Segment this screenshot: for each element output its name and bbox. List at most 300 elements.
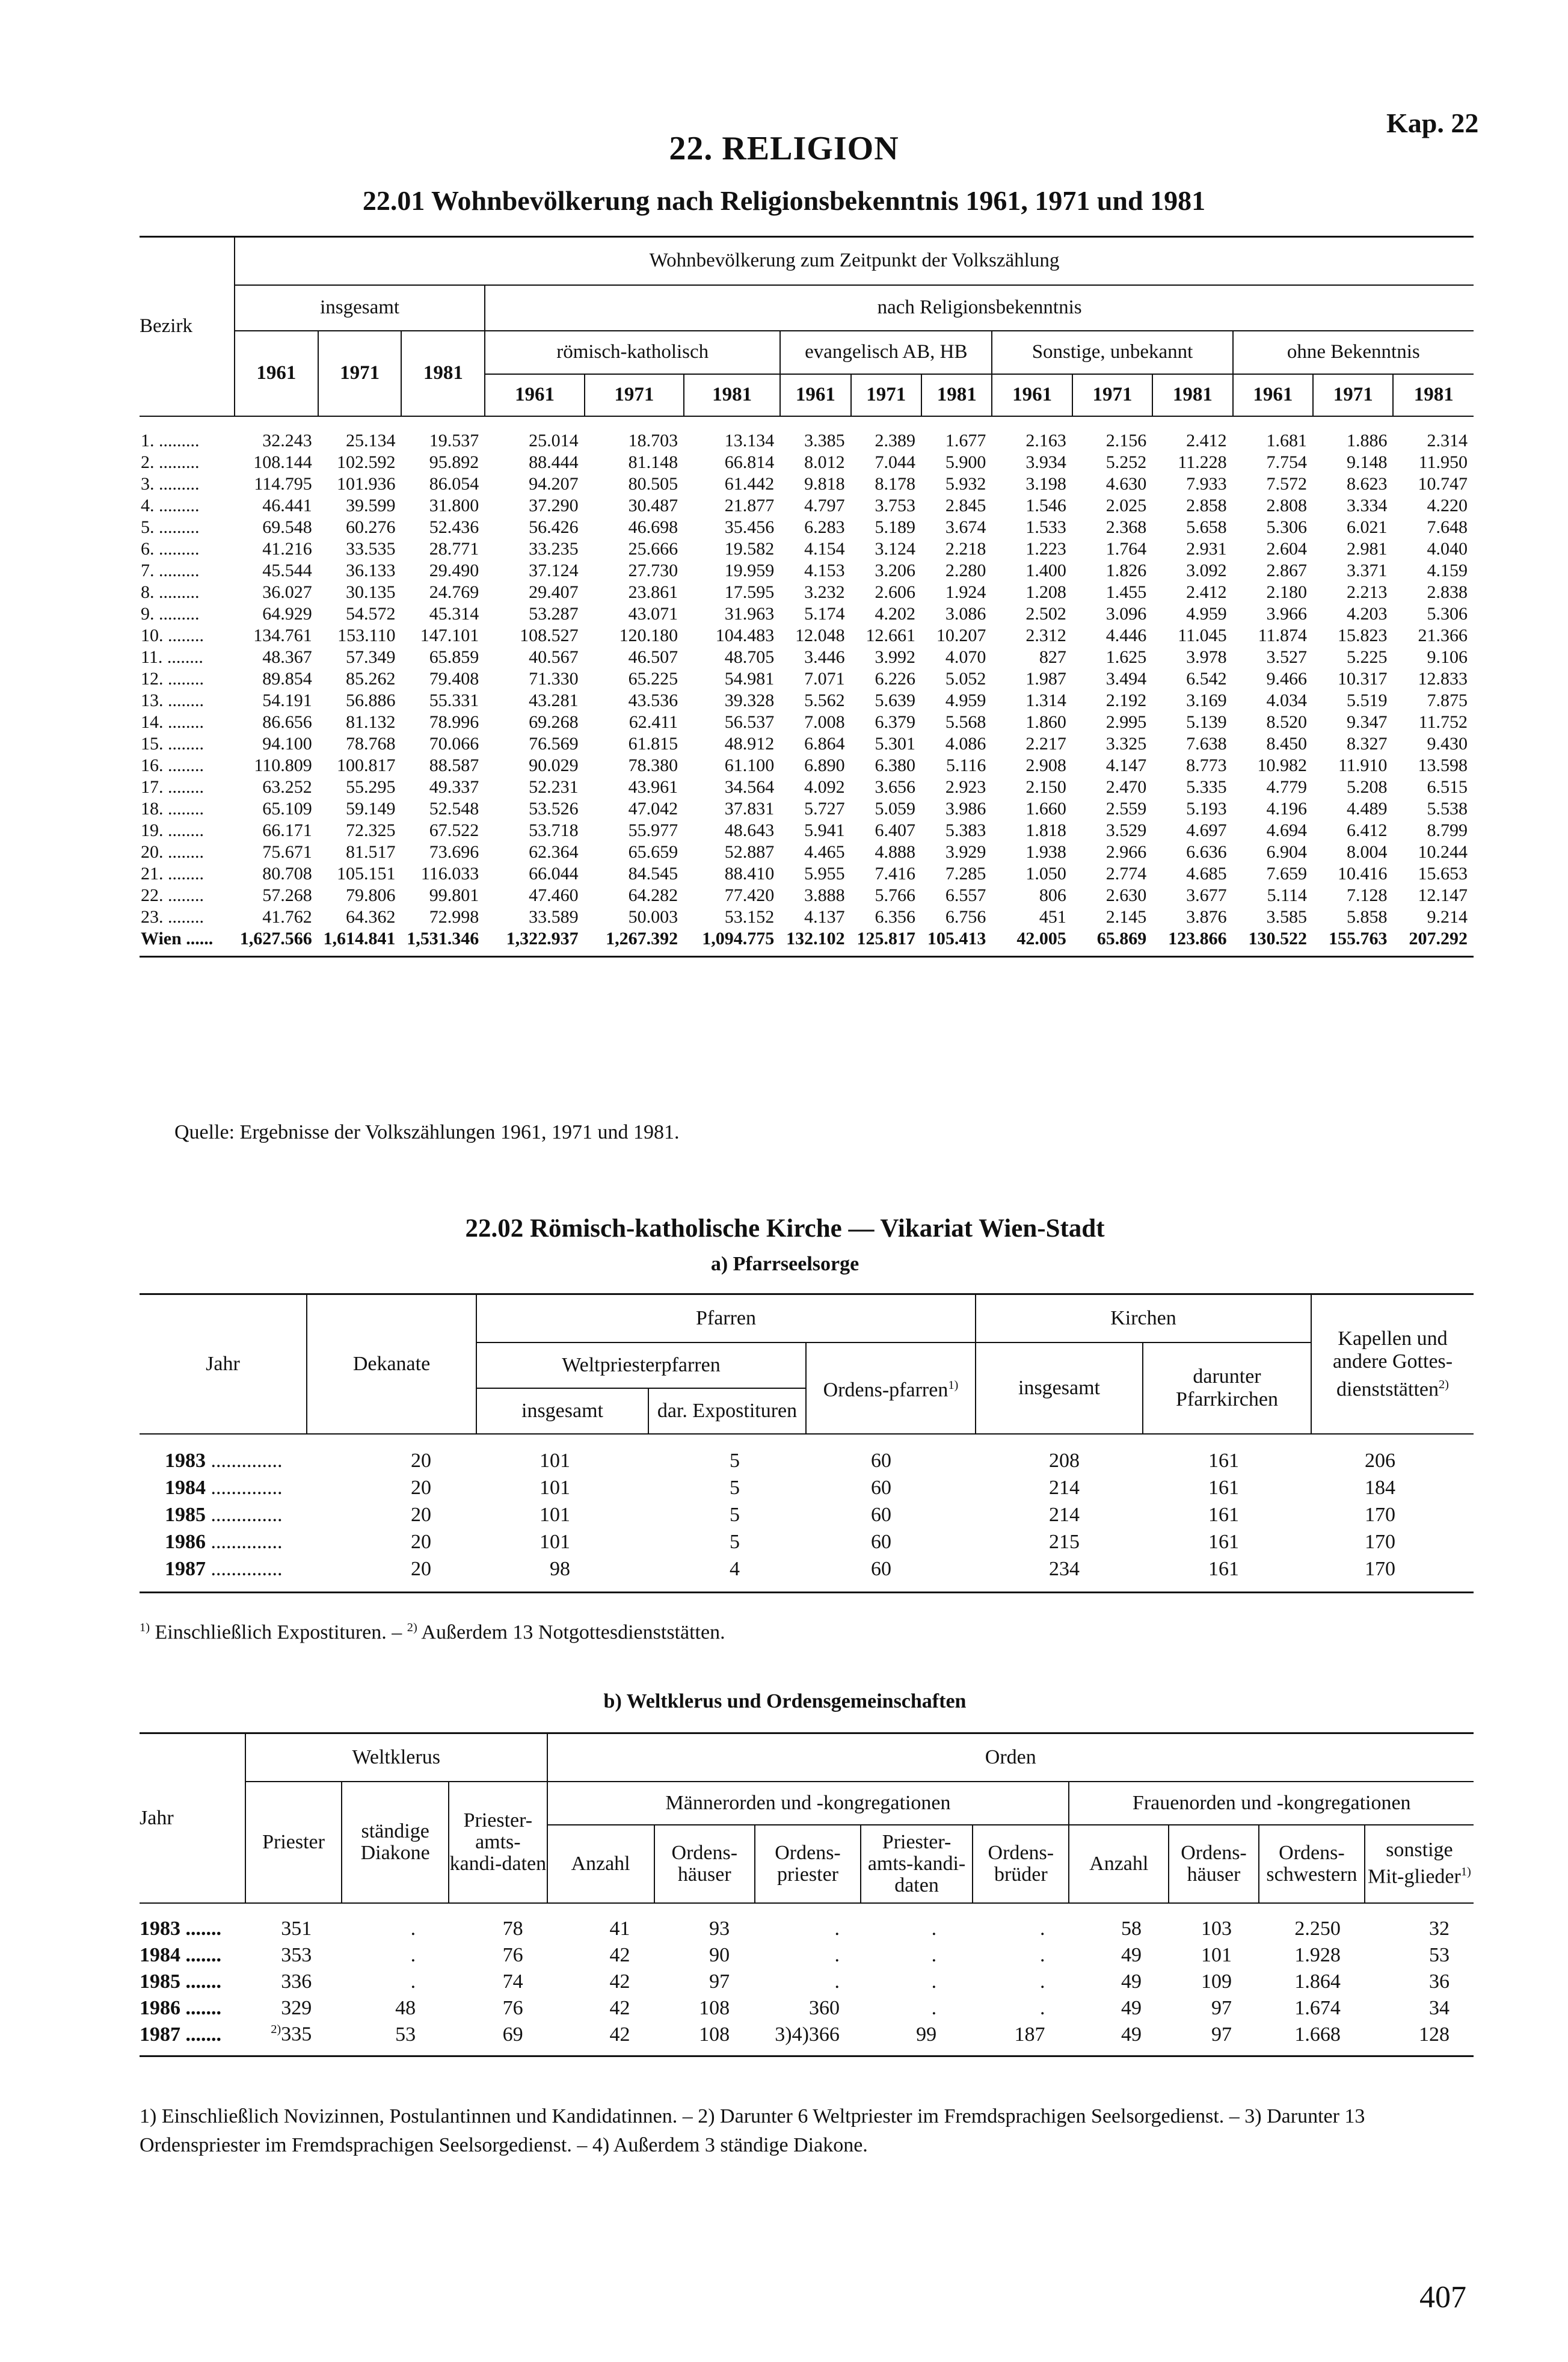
cell-value: 12.147 bbox=[1418, 885, 1468, 905]
row-label: 2. ......... bbox=[141, 452, 200, 472]
cell-value: . bbox=[931, 1996, 937, 2019]
cell-value: 6.904 bbox=[1266, 841, 1308, 862]
cell-value: 47.042 bbox=[628, 798, 678, 819]
col-m-anzahl: Anzahl bbox=[547, 1825, 654, 1903]
subsection-b-title: b) Weltklerus und Ordensgemeinschaften bbox=[603, 1690, 967, 1712]
cell-value: 5.568 bbox=[945, 712, 986, 732]
cell-value: 99 bbox=[861, 2022, 973, 2056]
cell-value: 81.148 bbox=[628, 452, 678, 472]
cell-value: 75.671 bbox=[262, 841, 312, 862]
row-label: 1986 .............. bbox=[165, 1531, 283, 1553]
row-label: 1983 .............. bbox=[165, 1450, 283, 1472]
cell-value: 53.526 bbox=[529, 798, 579, 819]
cell-value: 48.367 bbox=[262, 647, 312, 667]
cell-value: 2.774 bbox=[1105, 863, 1147, 884]
cell-value: 11.950 bbox=[1418, 452, 1468, 472]
cell-value: 4.888 bbox=[875, 841, 915, 862]
cell-value: 5.116 bbox=[946, 755, 986, 775]
table-row bbox=[140, 841, 1474, 863]
cell-value: 4.779 bbox=[1266, 777, 1308, 797]
cell-value: 74 bbox=[502, 1970, 523, 1993]
cell-value: 2.981 bbox=[1346, 538, 1388, 559]
cell-value: . bbox=[931, 1970, 937, 1993]
cell-value: 4 bbox=[648, 1556, 806, 1593]
cell-value: 2.217 bbox=[1025, 733, 1066, 754]
col-group-frauenorden: Frauenorden und -kongregationen bbox=[1069, 1782, 1474, 1825]
cell-value: 33.589 bbox=[529, 906, 579, 927]
cell-value: 69 bbox=[449, 2022, 547, 2056]
cell-value: 29.407 bbox=[529, 582, 579, 602]
cell-value: 7.008 bbox=[804, 712, 845, 732]
cell-value: 52.436 bbox=[429, 517, 479, 537]
chapter-label: Kap. 22 bbox=[1386, 108, 1479, 138]
cell-value: 52.231 bbox=[529, 777, 579, 797]
cell-value: 10.747 bbox=[1418, 473, 1468, 494]
cell-value: 3.978 bbox=[1186, 647, 1227, 667]
cell-value: 1,627.566 bbox=[235, 928, 318, 957]
table-row bbox=[140, 1995, 1474, 2022]
cell-value: 161 bbox=[1143, 1556, 1311, 1593]
cell-value: 10.416 bbox=[1337, 863, 1388, 884]
cell-value: 105.413 bbox=[921, 928, 992, 957]
cell-value: . bbox=[1039, 1970, 1045, 1993]
cell-value: 1.938 bbox=[1025, 841, 1066, 862]
cell-value: 5.208 bbox=[1346, 777, 1388, 797]
table-row bbox=[140, 1556, 1474, 1593]
table-row bbox=[140, 885, 1474, 906]
cell-value: 20 bbox=[411, 1504, 431, 1526]
cell-value: 5 bbox=[730, 1504, 740, 1526]
cell-value: 57.349 bbox=[345, 647, 396, 667]
cell-value: 56.886 bbox=[345, 690, 396, 710]
cell-value: 65.659 bbox=[628, 841, 678, 862]
cell-value: 2.604 bbox=[1266, 538, 1308, 559]
cell-value: 3.086 bbox=[945, 603, 986, 624]
cell-value: 40.567 bbox=[529, 647, 579, 667]
cell-value: 3.674 bbox=[945, 517, 986, 537]
cell-value: 2.368 bbox=[1105, 517, 1147, 537]
cell-value: 49 bbox=[1121, 1943, 1142, 1966]
row-label: 6. ......... bbox=[141, 538, 200, 559]
cell-value: 3.986 bbox=[945, 798, 986, 819]
cell-value: 34.564 bbox=[724, 777, 775, 797]
table-row bbox=[140, 625, 1474, 647]
cell-value: 72.325 bbox=[345, 820, 396, 840]
cell-value: 134.761 bbox=[253, 625, 312, 645]
col-group-religion: nach Religionsbekenntnis bbox=[485, 285, 1474, 331]
cell-value: 336 bbox=[281, 1970, 312, 1993]
cell-value: 61.815 bbox=[628, 733, 678, 754]
cell-value: 76 bbox=[502, 1996, 523, 2019]
col-group-kirchen: Kirchen bbox=[976, 1294, 1311, 1342]
cell-value: 1.826 bbox=[1105, 560, 1147, 580]
cell-value: 3.929 bbox=[945, 841, 986, 862]
cell-value: 41 bbox=[609, 1917, 630, 1940]
cell-value: 1.314 bbox=[1025, 690, 1066, 710]
cell-value: 8.773 bbox=[1186, 755, 1227, 775]
cell-value: 2.908 bbox=[1025, 755, 1066, 775]
cell-value: 7.754 bbox=[1266, 452, 1308, 472]
cell-value: 21.366 bbox=[1418, 625, 1468, 645]
table-row bbox=[140, 473, 1474, 495]
cell-value: 35.456 bbox=[724, 517, 775, 537]
cell-value: 72.998 bbox=[429, 906, 479, 927]
table-row bbox=[140, 452, 1474, 473]
cell-value: 114.795 bbox=[254, 473, 312, 494]
cell-value: 90 bbox=[709, 1943, 730, 1966]
cell-value: 1.764 bbox=[1105, 538, 1147, 559]
cell-value: 55.295 bbox=[345, 777, 396, 797]
cell-value: 2.502 bbox=[1025, 603, 1066, 624]
cell-value: 9.347 bbox=[1346, 712, 1388, 732]
col-group-pfarren: Pfarren bbox=[476, 1294, 976, 1342]
cell-value: 353 bbox=[281, 1943, 312, 1966]
row-label: 1985 .............. bbox=[165, 1504, 283, 1526]
cell-value: . bbox=[834, 1917, 840, 1940]
col-m-kandidaten: Priester-amts-kandi-daten bbox=[861, 1825, 973, 1903]
cell-value: 94.100 bbox=[262, 733, 312, 754]
cell-value: . bbox=[410, 1970, 416, 1993]
cell-value: 50.003 bbox=[628, 906, 678, 927]
subsection-a-title: a) Pfarrseelsorge bbox=[710, 1253, 859, 1275]
table-row bbox=[140, 820, 1474, 841]
table-row bbox=[140, 1502, 1474, 1529]
cell-value: 5.052 bbox=[945, 668, 986, 689]
cell-value: 5 bbox=[730, 1450, 740, 1472]
cell-value: 123.866 bbox=[1152, 928, 1232, 957]
row-label: 1984 .............. bbox=[165, 1477, 283, 1499]
cell-value: . bbox=[834, 1943, 840, 1966]
cell-value: 2.995 bbox=[1105, 712, 1147, 732]
cell-value: 49.337 bbox=[429, 777, 479, 797]
cell-value: . bbox=[1039, 1943, 1045, 1966]
cell-value: 214 bbox=[1049, 1504, 1080, 1526]
cell-value: 10.982 bbox=[1257, 755, 1308, 775]
cell-value: 42.005 bbox=[992, 928, 1072, 957]
cell-value: 65.109 bbox=[262, 798, 312, 819]
row-label: 22. ........ bbox=[141, 885, 204, 905]
col-rk-1981: 1981 bbox=[684, 374, 780, 416]
cell-value: 208 bbox=[1049, 1450, 1080, 1472]
cell-value: 62.411 bbox=[629, 712, 678, 732]
cell-value: 17.595 bbox=[724, 582, 775, 602]
cell-value: 1.864 bbox=[1294, 1970, 1341, 1993]
cell-value: 3.527 bbox=[1266, 647, 1308, 667]
cell-value: 5.335 bbox=[1186, 777, 1227, 797]
row-label: 5. ......... bbox=[141, 517, 200, 537]
cell-value: 11.752 bbox=[1418, 712, 1468, 732]
table-22-02-b bbox=[140, 1732, 1474, 2057]
cell-value: 21.877 bbox=[724, 495, 775, 515]
table-22-01 bbox=[140, 236, 1474, 958]
cell-value: 42 bbox=[609, 1970, 630, 1993]
cell-value: 78.996 bbox=[429, 712, 479, 732]
cell-value: 5.562 bbox=[804, 690, 845, 710]
cell-value: 89.854 bbox=[262, 668, 312, 689]
cell-value: 4.697 bbox=[1186, 820, 1227, 840]
cell-value: 1.533 bbox=[1025, 517, 1066, 537]
cell-value: 8.799 bbox=[1427, 820, 1468, 840]
cell-value: 78 bbox=[502, 1917, 523, 1940]
cell-value: 2.280 bbox=[945, 560, 986, 580]
col-kirchen-insgesamt: insgesamt bbox=[976, 1342, 1143, 1434]
table-row bbox=[140, 582, 1474, 603]
cell-value: 34 bbox=[1429, 1996, 1450, 2019]
cell-value: 8.623 bbox=[1346, 473, 1388, 494]
cell-value: 30.487 bbox=[628, 495, 678, 515]
cell-value: 20 bbox=[411, 1531, 431, 1553]
cell-value: 84.545 bbox=[628, 863, 678, 884]
cell-value: 53.287 bbox=[529, 603, 579, 624]
col-f-anzahl: Anzahl bbox=[1069, 1825, 1169, 1903]
cell-value: 170 bbox=[1365, 1531, 1395, 1553]
cell-value: 3.124 bbox=[875, 538, 915, 559]
col-ev-1971: 1971 bbox=[851, 374, 921, 416]
cell-value: 1.208 bbox=[1025, 582, 1066, 602]
cell-value: 451 bbox=[1039, 906, 1066, 927]
cell-value: 10.244 bbox=[1418, 841, 1468, 862]
cell-value: 97 bbox=[1169, 2022, 1259, 2056]
col-m-ordensbrueder: Ordens-brüder bbox=[973, 1825, 1069, 1903]
cell-value: 101 bbox=[540, 1477, 570, 1499]
col-weltpriester-insgesamt: insgesamt bbox=[476, 1388, 648, 1434]
cell-value: 101 bbox=[540, 1531, 570, 1553]
cell-value: 3.656 bbox=[875, 777, 915, 797]
cell-value: 125.817 bbox=[851, 928, 921, 957]
cell-value: 2.218 bbox=[945, 538, 986, 559]
cell-value: 2.412 bbox=[1186, 582, 1227, 602]
cell-value: 45.314 bbox=[429, 603, 479, 624]
row-label: 16. ........ bbox=[141, 755, 204, 775]
cell-value: 80.505 bbox=[628, 473, 678, 494]
cell-value: 1.928 bbox=[1294, 1943, 1341, 1966]
cell-value: 827 bbox=[1039, 647, 1066, 667]
cell-value: 128 bbox=[1365, 2022, 1474, 2056]
cell-value: 49 bbox=[1069, 2022, 1169, 2056]
cell-value: 234 bbox=[976, 1556, 1143, 1593]
table-row bbox=[140, 928, 1474, 957]
cell-value: 4.694 bbox=[1266, 820, 1308, 840]
cell-value: 2.630 bbox=[1105, 885, 1147, 905]
cell-value: 98 bbox=[476, 1556, 648, 1593]
cell-value: 4.630 bbox=[1105, 473, 1147, 494]
col-expostituren: dar. Expostituren bbox=[648, 1388, 806, 1434]
row-label: 7. ......... bbox=[141, 560, 200, 580]
cell-value: 5.727 bbox=[804, 798, 845, 819]
cell-value: 10.317 bbox=[1337, 668, 1388, 689]
cell-value: 4.959 bbox=[945, 690, 986, 710]
row-label: 10. ........ bbox=[141, 625, 204, 645]
cell-value: 3.934 bbox=[1025, 452, 1066, 472]
table-22-02-a bbox=[140, 1293, 1474, 1593]
cell-value: 56.537 bbox=[724, 712, 775, 732]
cell-value: . bbox=[410, 1943, 416, 1966]
cell-value: 104.483 bbox=[715, 625, 775, 645]
cell-value: 103 bbox=[1201, 1917, 1232, 1940]
cell-value: 1.886 bbox=[1346, 430, 1388, 451]
col-oh-1981: 1981 bbox=[1393, 374, 1474, 416]
cell-value: 60 bbox=[871, 1450, 891, 1472]
cell-value: 5.252 bbox=[1105, 452, 1147, 472]
cell-value: 73.696 bbox=[429, 841, 479, 862]
cell-value: $^{2)}$335 bbox=[245, 2022, 342, 2056]
cell-value: 5.658 bbox=[1186, 517, 1227, 537]
col-group-maennerorden: Männerorden und -kongregationen bbox=[547, 1782, 1069, 1825]
source-note: Quelle: Ergebnisse der Volkszählungen 1961, 1971 und 1981. bbox=[174, 1121, 680, 1143]
cell-value: 2.606 bbox=[875, 582, 915, 602]
cell-value: 31.963 bbox=[724, 603, 775, 624]
table-row bbox=[140, 777, 1474, 798]
cell-value: 63.252 bbox=[262, 777, 312, 797]
cell-value: 7.659 bbox=[1266, 863, 1308, 884]
cell-value: 9.214 bbox=[1427, 906, 1468, 927]
cell-value: 54.191 bbox=[262, 690, 312, 710]
cell-value: 2.838 bbox=[1427, 582, 1468, 602]
cell-value: 4.086 bbox=[945, 733, 986, 754]
cell-value: 7.572 bbox=[1266, 473, 1308, 494]
cell-value: 61.442 bbox=[724, 473, 775, 494]
table-row bbox=[140, 755, 1474, 777]
cell-value: 5.955 bbox=[804, 863, 845, 884]
cell-value: 42 bbox=[609, 1943, 630, 1966]
cell-value: 80.708 bbox=[262, 863, 312, 884]
cell-value: 90.029 bbox=[529, 755, 579, 775]
cell-value: 46.507 bbox=[628, 647, 678, 667]
cell-value: 5.519 bbox=[1346, 690, 1388, 710]
cell-value: 46.698 bbox=[628, 517, 678, 537]
col-ev-1981: 1981 bbox=[921, 374, 992, 416]
cell-value: 2.867 bbox=[1266, 560, 1308, 580]
cell-value: 64.929 bbox=[262, 603, 312, 624]
col-group-ohne: ohne Bekenntnis bbox=[1233, 331, 1474, 374]
row-label: 1986 ....... bbox=[140, 1996, 221, 2019]
row-label: 17. ........ bbox=[141, 777, 204, 797]
cell-value: 108.527 bbox=[520, 625, 579, 645]
cell-value: 109 bbox=[1201, 1970, 1232, 1993]
cell-value: 360 bbox=[808, 1996, 840, 2019]
cell-value: 37.831 bbox=[724, 798, 775, 819]
cell-value: 108.144 bbox=[253, 452, 312, 472]
cell-value: 42 bbox=[609, 1996, 630, 2019]
cell-value: . bbox=[1039, 1917, 1045, 1940]
cell-value: 6.379 bbox=[875, 712, 915, 732]
col-group-orden: Orden bbox=[547, 1733, 1474, 1782]
cell-value: 4.685 bbox=[1186, 863, 1227, 884]
cell-value: 5.059 bbox=[875, 798, 915, 819]
cell-value: 8.450 bbox=[1266, 733, 1308, 754]
cell-value: 101 bbox=[1201, 1943, 1232, 1966]
col-group-insgesamt: insgesamt bbox=[235, 285, 485, 331]
cell-value: 64.362 bbox=[345, 906, 396, 927]
cell-value: 4.465 bbox=[804, 841, 845, 862]
cell-value: 76.569 bbox=[529, 733, 579, 754]
cell-value: 7.638 bbox=[1186, 733, 1227, 754]
cell-value: 2.213 bbox=[1346, 582, 1388, 602]
cell-value: 5.306 bbox=[1427, 603, 1468, 624]
cell-value: 4.154 bbox=[804, 538, 845, 559]
cell-value: 95.892 bbox=[429, 452, 479, 472]
cell-value: 6.283 bbox=[804, 517, 845, 537]
cell-value: 2.845 bbox=[945, 495, 986, 515]
cell-value: 3.198 bbox=[1025, 473, 1066, 494]
col-group-weltpriesterpfarren: Weltpriesterpfarren bbox=[476, 1342, 806, 1388]
cell-value: 19.537 bbox=[429, 430, 479, 451]
table-row bbox=[140, 1434, 1474, 1475]
cell-value: 41.762 bbox=[262, 906, 312, 927]
cell-value: 2.470 bbox=[1105, 777, 1147, 797]
page-number: 407 bbox=[1419, 2280, 1466, 2314]
cell-value: 13.598 bbox=[1418, 755, 1468, 775]
col-group-ev: evangelisch AB, HB bbox=[780, 331, 992, 374]
cell-value: 1.987 bbox=[1025, 668, 1066, 689]
cell-value: 65.225 bbox=[628, 668, 678, 689]
cell-value: 3.325 bbox=[1105, 733, 1147, 754]
cell-value: 18.703 bbox=[628, 430, 678, 451]
cell-value: 6.542 bbox=[1186, 668, 1227, 689]
cell-value: 5.306 bbox=[1266, 517, 1308, 537]
row-label: 15. ........ bbox=[141, 733, 204, 754]
cell-value: 20 bbox=[411, 1477, 431, 1499]
cell-value: 13.134 bbox=[724, 430, 775, 451]
cell-value: 78.768 bbox=[345, 733, 396, 754]
cell-value: 31.800 bbox=[429, 495, 479, 515]
table-row bbox=[140, 733, 1474, 755]
row-label: 9. ......... bbox=[141, 603, 200, 624]
table-row bbox=[140, 517, 1474, 538]
cell-value: 1.674 bbox=[1294, 1996, 1341, 2019]
cell-value: 1.924 bbox=[945, 582, 986, 602]
cell-value: 3.446 bbox=[804, 647, 845, 667]
cell-value: 49 bbox=[1121, 1970, 1142, 1993]
cell-value: 37.290 bbox=[529, 495, 579, 515]
cell-value: 2.314 bbox=[1427, 430, 1468, 451]
table-row bbox=[140, 1529, 1474, 1556]
cell-value: 48.643 bbox=[724, 820, 775, 840]
cell-value: 79.806 bbox=[345, 885, 396, 905]
cell-value: 2.923 bbox=[945, 777, 986, 797]
cell-value: 207.292 bbox=[1393, 928, 1474, 957]
cell-value: 66.044 bbox=[529, 863, 579, 884]
col-ev-1961: 1961 bbox=[780, 374, 850, 416]
cell-value: 7.071 bbox=[804, 668, 845, 689]
cell-value: 1.455 bbox=[1105, 582, 1147, 602]
cell-value: 101 bbox=[540, 1504, 570, 1526]
cell-value: 67.522 bbox=[429, 820, 479, 840]
cell-value: 41.216 bbox=[262, 538, 312, 559]
cell-value: 32.243 bbox=[262, 430, 312, 451]
row-label: 21. ........ bbox=[141, 863, 204, 884]
cell-value: 215 bbox=[1049, 1531, 1080, 1553]
cell-value: 53 bbox=[1429, 1943, 1450, 1966]
cell-value: 8.004 bbox=[1346, 841, 1388, 862]
cell-value: 66.814 bbox=[724, 452, 775, 472]
cell-value: 110.809 bbox=[254, 755, 312, 775]
cell-value: 5.114 bbox=[1267, 885, 1308, 905]
cell-value: 97 bbox=[1211, 1996, 1232, 2019]
row-label: 1984 ....... bbox=[140, 1943, 221, 1966]
row-label: 13. ........ bbox=[141, 690, 204, 710]
cell-value: 46.441 bbox=[262, 495, 312, 515]
row-label: 12. ........ bbox=[141, 668, 204, 689]
row-label: 1. ......... bbox=[141, 430, 200, 451]
cell-value: 108 bbox=[654, 2022, 755, 2056]
cell-value: 27.730 bbox=[628, 560, 678, 580]
footnote-b: 1) Einschließlich Novizinnen, Postulantinnen und Kandidatinnen. – 2) Darunter 6 Weltpriester im Fremdsprachigen Seelsorgedienst. – 3) Darunter 13 Ordenspriester im Fremdsprachigen Seelsorgedienst. – 4) Außerdem 3 ständige Diakone. bbox=[140, 2105, 1365, 2156]
cell-value: 108 bbox=[699, 1996, 730, 2019]
cell-value: 69.548 bbox=[262, 517, 312, 537]
cell-value: 7.933 bbox=[1186, 473, 1227, 494]
cell-value: 102.592 bbox=[336, 452, 396, 472]
